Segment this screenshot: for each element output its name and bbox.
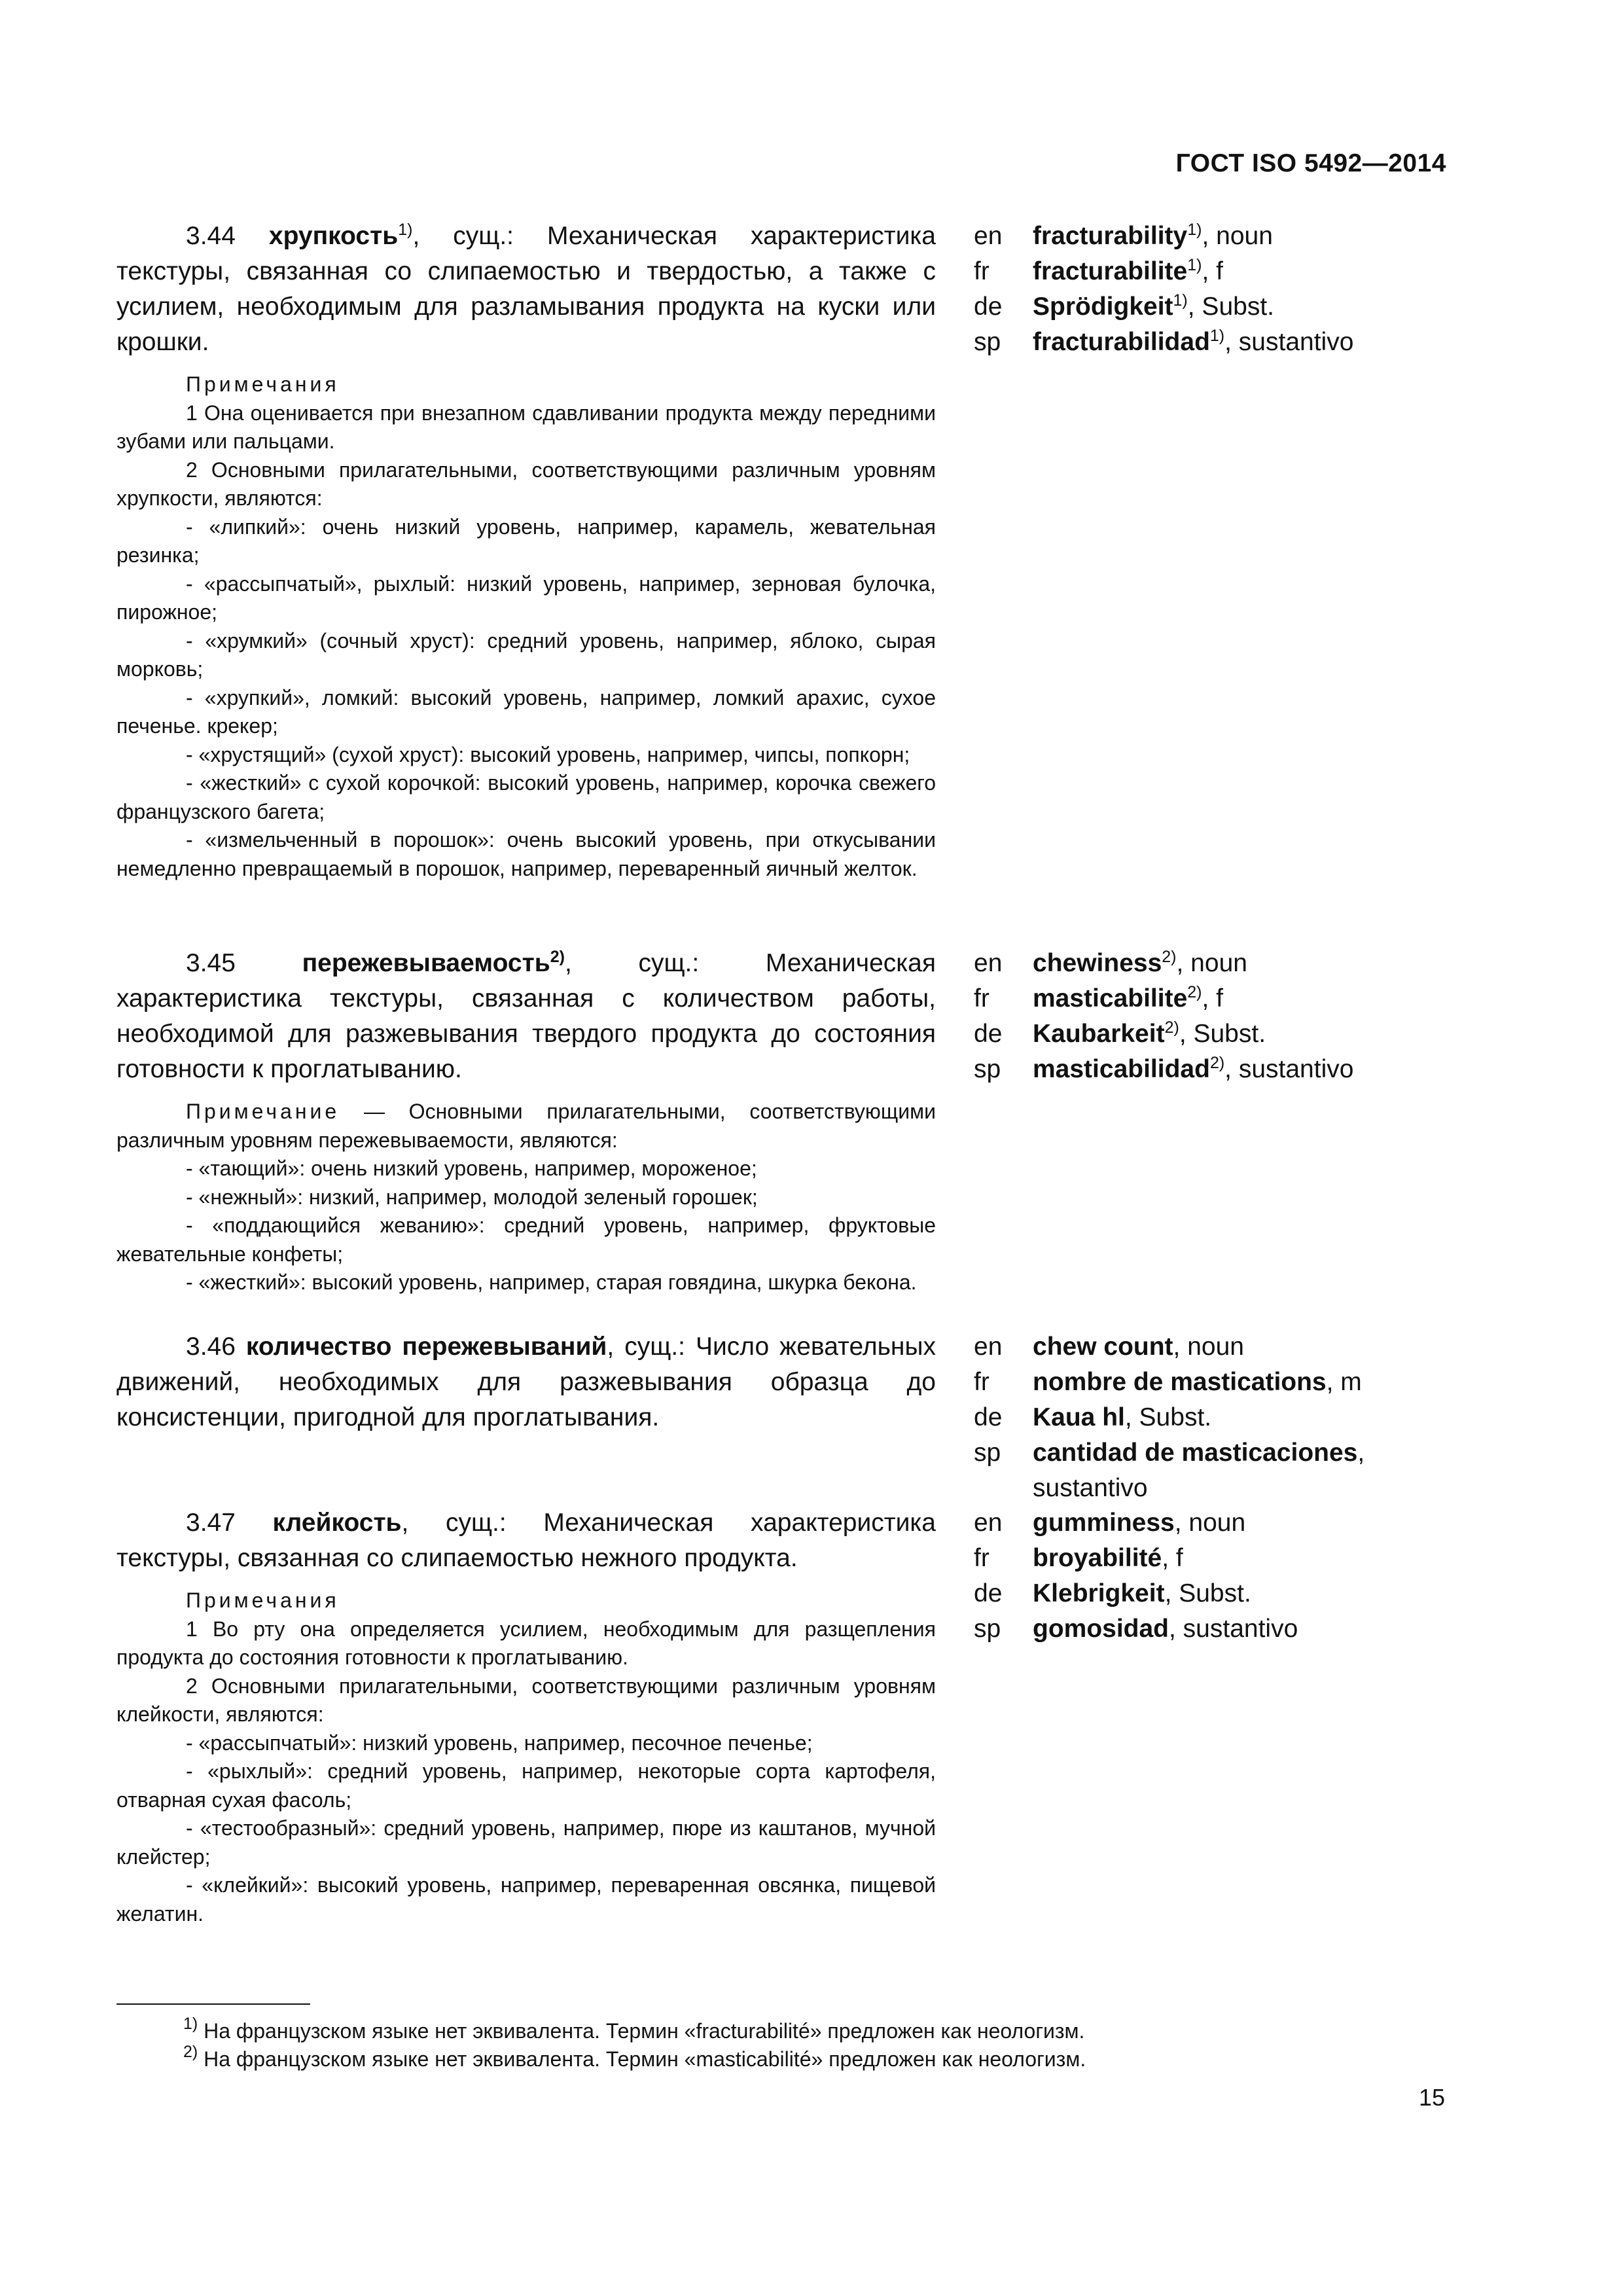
- footnote-ref: 1): [1187, 256, 1202, 274]
- footnote-separator: [116, 2003, 310, 2005]
- grammar-label: , f: [1162, 1544, 1183, 1572]
- language-code: fr: [974, 984, 990, 1013]
- page-number: 15: [1418, 2084, 1445, 2111]
- notes-block: [116, 1587, 936, 1928]
- language-code: fr: [974, 1368, 990, 1396]
- grammar-label: , Subst.: [1179, 1020, 1266, 1048]
- definition-text: , сущ.: Число жевательных движений, необходимых для разжевывания образца до консистенции, пригодной для проглатывания.: [116, 1333, 936, 1431]
- language-code: en: [974, 222, 1003, 250]
- notes-heading: Примечания: [186, 372, 340, 396]
- language-code: de: [974, 293, 1003, 321]
- grammar-label: , f: [1202, 257, 1223, 285]
- note-line: - «хрупкий», ломкий: высокий уровень, например, ломкий арахис, сухое печенье. крекер;: [116, 685, 936, 738]
- russian-definition-block: [116, 1505, 936, 1928]
- translation-row: [974, 946, 1471, 981]
- grammar-label: , noun: [1174, 1509, 1246, 1537]
- footnote-text: На французском языке нет эквивалента. Термин «fracturabilité» предложен как неологизм.: [198, 2019, 1085, 2043]
- definition-text: , сущ.: Механическая характеристика текстуры, связанная с количеством работы, необходимой для разжевывания твердого продукта до состояния готовности к проглатыванию.: [116, 949, 936, 1083]
- translation-row: [974, 1329, 1471, 1365]
- footnotes-block: [183, 2017, 1086, 2073]
- footnote-ref: 2): [1162, 948, 1177, 966]
- translations-block: [974, 219, 1471, 360]
- grammar-label: , Subst.: [1187, 293, 1274, 321]
- footnote-mark: 1): [183, 2015, 198, 2033]
- definition-text: , сущ.: Механическая характеристика текстуры, связанная со слипаемостью и твердостью, а также с усилием, необходимым для разламывания продукта на куски или крошки.: [116, 222, 936, 356]
- note-line: - «нежный»: низкий, например, молодой зеленый горошек;: [186, 1185, 758, 1209]
- translation-row: [974, 325, 1471, 360]
- language-code: sp: [974, 328, 1001, 356]
- term-name: количество пережевываний: [245, 1333, 607, 1361]
- footnote-mark: 2): [183, 2043, 198, 2061]
- translated-term: gomosidad: [1033, 1615, 1169, 1643]
- footnote-ref: 2): [1187, 983, 1202, 1001]
- translated-term: masticabilite: [1033, 984, 1188, 1013]
- translated-term: nombre de mastications: [1033, 1368, 1327, 1396]
- document-id-header: ГОСТ ISO 5492—2014: [1175, 149, 1446, 177]
- translation-row: [974, 1505, 1471, 1541]
- term-definition: [116, 1505, 936, 1576]
- translation-row: [974, 1400, 1471, 1435]
- term-number: 3.46: [186, 1333, 236, 1361]
- translation-row: [974, 254, 1471, 289]
- term-definition: [116, 219, 936, 360]
- translated-term: cantidad de masticaciones: [1033, 1439, 1358, 1467]
- grammar-label: , Subst.: [1124, 1403, 1212, 1431]
- language-code: en: [974, 1333, 1003, 1361]
- translation-row: [974, 981, 1471, 1016]
- translation-row: [974, 1016, 1471, 1052]
- note-line: 2 Основными прилагательными, соответствующими различным уровням хрупкости, являются:: [116, 457, 936, 510]
- grammar-label: , f: [1202, 984, 1224, 1013]
- language-code: sp: [974, 1439, 1001, 1467]
- footnote-ref: 1): [1187, 221, 1202, 239]
- language-code: de: [974, 1403, 1003, 1431]
- translation-row: [974, 1576, 1471, 1611]
- note-line: 1 Она оценивается при внезапном сдавливании продукта между передними зубами или пальцами.: [116, 401, 936, 453]
- note-line: - «рассыпчатый»: низкий уровень, например, песочное печенье;: [186, 1731, 813, 1755]
- grammar-label: , sustantivo: [1033, 1439, 1365, 1502]
- note-line: 1 Во рту она определяется усилием, необходимым для разщепления продукта до состояния готовности к проглатыванию.: [116, 1617, 936, 1669]
- footnote-ref: 1): [398, 221, 413, 239]
- term-number: 3.45: [186, 949, 236, 977]
- note-line: - «липкий»: очень низкий уровень, например, карамель, жевательная резинка;: [116, 514, 936, 567]
- language-code: de: [974, 1020, 1003, 1048]
- translations-block: [974, 1329, 1471, 1506]
- footnote-ref: 1): [1173, 291, 1188, 310]
- grammar-label: , sustantivo: [1169, 1615, 1298, 1643]
- grammar-label: , sustantivo: [1224, 328, 1354, 356]
- language-code: sp: [974, 1615, 1001, 1643]
- notes-heading: Примечание: [186, 1100, 340, 1123]
- translated-term: broyabilité: [1033, 1544, 1162, 1572]
- footnote-ref: 2): [550, 948, 565, 966]
- translations-block: [974, 1505, 1471, 1647]
- note-line: [116, 1098, 936, 1155]
- note-line: - «хрумкий» (сочный хруст): средний уровень, например, яблоко, сырая морковь;: [116, 628, 936, 681]
- grammar-label: , noun: [1176, 949, 1247, 977]
- translated-term: fracturabilite: [1033, 257, 1188, 285]
- term-definition: [116, 1329, 936, 1435]
- translation-row: [974, 289, 1471, 325]
- note-line: - «жесткий» с сухой корочкой: высокий уровень, например, корочка свежего французского багета;: [116, 771, 936, 823]
- translation-row: [974, 1435, 1471, 1506]
- note-line: - «тающий»: очень низкий уровень, например, мороженое;: [186, 1157, 757, 1180]
- note-line: - «клейкий»: высокий уровень, например, переваренная овсянка, пищевой желатин.: [116, 1873, 936, 1926]
- note-text: — Основными прилагательными, соответствующими различным уровням пережевываемости, являются:: [116, 1100, 936, 1152]
- term-name: клейкость: [272, 1509, 402, 1537]
- grammar-label: , Subst.: [1164, 1579, 1251, 1607]
- language-code: sp: [974, 1055, 1001, 1083]
- note-line: - «рассыпчатый», рыхлый: низкий уровень, например, зерновая булочка, пирожное;: [116, 571, 936, 624]
- translation-row: [974, 1365, 1471, 1400]
- translation-row: [974, 1611, 1471, 1647]
- note-line: - «измельченный в порошок»: очень высокий уровень, при откусывании немедленно превращаемый в порошок, например, переваренный яичный желток.: [116, 828, 936, 880]
- notes-heading: Примечания: [186, 1588, 340, 1612]
- grammar-label: , sustantivo: [1224, 1055, 1354, 1083]
- russian-definition-block: [116, 1329, 936, 1435]
- russian-definition-block: [116, 219, 936, 883]
- language-code: en: [974, 1509, 1003, 1537]
- translated-term: gumminess: [1033, 1509, 1175, 1537]
- notes-block: [116, 370, 936, 883]
- note-line: - «тестообразный»: средний уровень, например, пюре из каштанов, мучной клейстер;: [116, 1816, 936, 1869]
- translated-term: fracturability: [1033, 222, 1188, 250]
- translated-term: masticabilidad: [1033, 1055, 1210, 1083]
- term-definition: [116, 946, 936, 1087]
- footnote-text: На французском языке нет эквивалента. Термин «masticabilité» предложен как неологизм.: [198, 2047, 1086, 2071]
- term-number: 3.47: [186, 1509, 236, 1537]
- translated-term: chewiness: [1033, 949, 1162, 977]
- language-code: de: [974, 1579, 1003, 1607]
- note-line: - «жесткий»: высокий уровень, например, старая говядина, шкурка бекона.: [186, 1270, 917, 1294]
- translations-block: [974, 946, 1471, 1087]
- translated-term: Klebrigkeit: [1033, 1579, 1165, 1607]
- note-line: - «хрустящий» (сухой хруст): высокий уровень, например, чипсы, попкорн;: [186, 742, 910, 766]
- russian-definition-block: [116, 946, 936, 1297]
- translated-term: chew count: [1033, 1333, 1173, 1361]
- translated-term: Sprödigkeit: [1033, 293, 1173, 321]
- footnote-ref: 2): [1209, 1054, 1225, 1072]
- footnote-ref: 1): [1209, 327, 1225, 345]
- language-code: fr: [974, 1544, 990, 1572]
- language-code: en: [974, 949, 1003, 977]
- translation-row: [974, 1052, 1471, 1087]
- notes-block: [116, 1098, 936, 1297]
- footnote: [183, 2045, 1086, 2073]
- definition-text: , сущ.: Механическая характеристика текстуры, связанная со слипаемостью нежного продукта.: [116, 1509, 936, 1572]
- term-name: хрупкость: [268, 222, 399, 250]
- footnote-ref: 2): [1164, 1018, 1179, 1037]
- grammar-label: , noun: [1173, 1333, 1244, 1361]
- term-name: пережевываемость: [302, 949, 550, 977]
- translation-row: [974, 219, 1471, 254]
- note-line: - «рыхлый»: средний уровень, например, некоторые сорта картофеля, отварная сухая фасоль;: [116, 1759, 936, 1812]
- translated-term: fracturabilidad: [1033, 328, 1210, 356]
- term-number: 3.44: [186, 222, 236, 250]
- translation-row: [974, 1541, 1471, 1576]
- translated-term: Kaubarkeit: [1033, 1020, 1165, 1048]
- grammar-label: , m: [1326, 1368, 1362, 1396]
- footnote: [183, 2017, 1086, 2045]
- translated-term: Kaua hl: [1033, 1403, 1125, 1431]
- note-line: 2 Основными прилагательными, соответствующими различным уровням клейкости, являются:: [116, 1674, 936, 1726]
- language-code: fr: [974, 257, 990, 285]
- grammar-label: , noun: [1202, 222, 1273, 250]
- note-line: - «поддающийся жеванию»: средний уровень, например, фруктовые жевательные конфеты;: [116, 1213, 936, 1266]
